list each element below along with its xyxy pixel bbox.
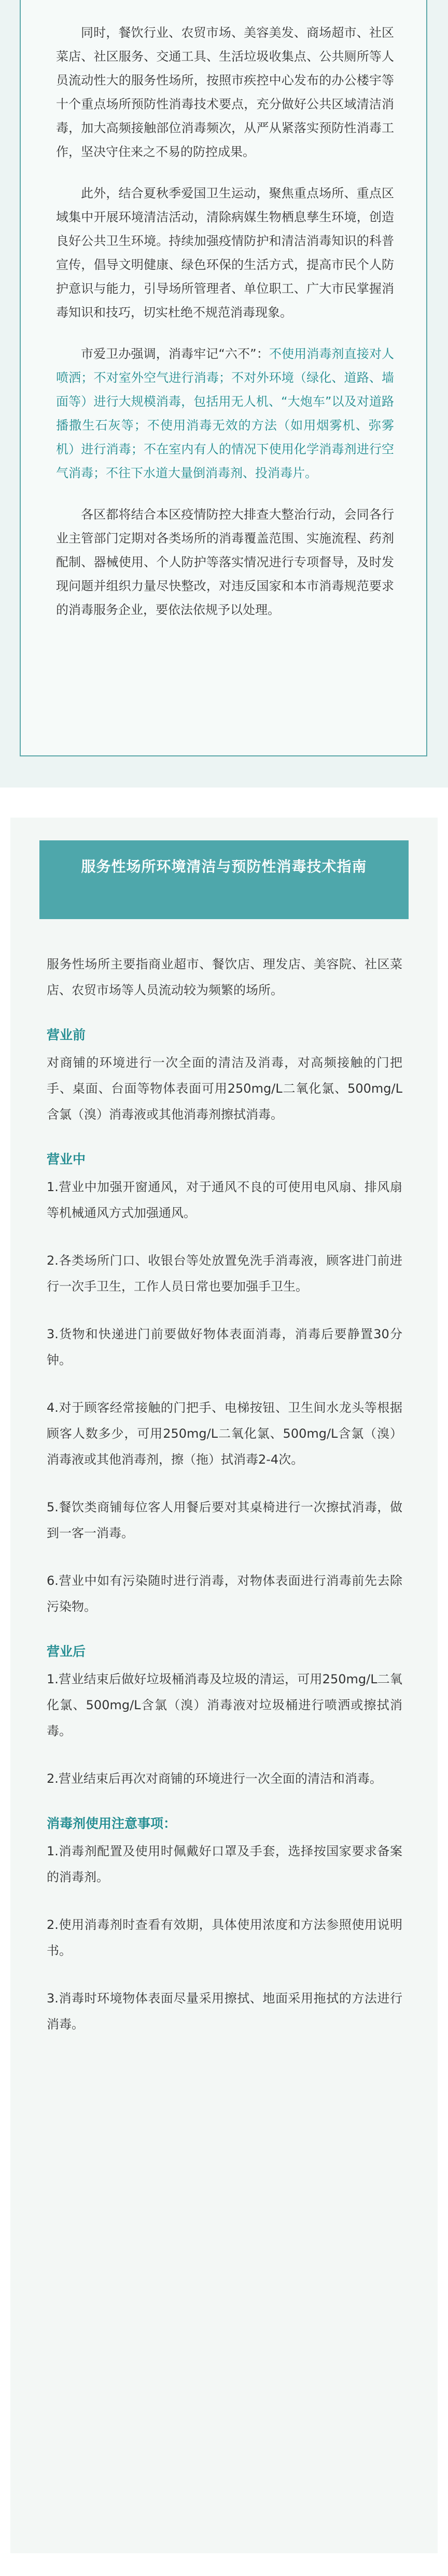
paragraph-text: 各区都将结合本区疫情防控大排查大整治行动，会同各行业主管部门定期对各类场所的消毒覆盖范围、实施流程、药剂配制、器械使用、个人防护等落实情况进行专项督导，及时发现问题并组织力量尽快整改，对违反国家和本市消毒规范要求的消毒服务企业，要依法依规予以处理。 <box>56 507 394 617</box>
paragraph-text: 同时，餐饮行业、农贸市场、美容美发、商场超市、社区菜店、社区服务、交通工具、生活垃圾收集点、公共厕所等人员流动性大的服务性场所，按照市疾控中心发布的办公楼宇等十个重点场所预防性消毒技术要点，充分做好公共区域清洁消毒，加大高频接触部位消毒频次，从严从紧落实预防性消毒工作，坚决守住来之不易的防控成果。 <box>56 25 394 159</box>
during-business-heading: 营业中 <box>47 1152 86 1167</box>
news-section <box>0 0 448 788</box>
paragraph-text: 市爱卫办强调，消毒牢记“六不”： <box>81 347 269 361</box>
during-business-block <box>47 1149 402 1620</box>
after-business-item: 2.营业结束后再次对商铺的环境进行一次全面的清洁和消毒。 <box>47 1771 382 1786</box>
six-dont-rules-highlight: 不使用消毒剂直接对人喷洒；不对室外空气进行消毒；不对外环境（绿化、道路、墙面等）进行大规模消毒，包括用无人机、“大炮车”以及对道路播撒生石灰等；不使用消毒无效的方法（如用烟雾机、弥雾机）进行消毒；不在室内有人的情况下使用化学消毒剂进行空气消毒；不往下水道大量倒消毒剂、投消毒片。 <box>56 347 394 480</box>
before-business-block <box>47 1025 402 1127</box>
guide-intro: 服务性场所主要指商业超市、餐饮店、理发店、美容院、社区菜店、农贸市场等人员流动较为频繁的场所。 <box>47 957 402 997</box>
guide-title: 服务性场所环境清洁与预防性消毒技术指南 <box>81 858 367 875</box>
before-business-item: 对商铺的环境进行一次全面的清洁及消毒，对高频接触的门把手、桌面、台面等物体表面可用250mg/L二氧化氯、500mg/L含氯（溴）消毒液或其他消毒剂擦拭消毒。 <box>47 1055 402 1122</box>
guide-section <box>10 818 438 2553</box>
during-business-item: 1.营业中加强开窗通风，对于通风不良的可使用电风扇、排风扇等机械通风方式加强通风。 <box>47 1180 402 1220</box>
during-business-item: 2.各类场所门口、收银台等处放置免洗手消毒液，顾客进门前进行一次手卫生，工作人员日常也要加强手卫生。 <box>47 1253 402 1294</box>
after-business-item: 1.营业结束后做好垃圾桶消毒及垃圾的清运，可用250mg/L二氧化氯、500mg/L含氯（溴）消毒液对垃圾桶进行喷洒或擦拭消毒。 <box>47 1672 402 1738</box>
after-business-heading: 营业后 <box>47 1644 86 1659</box>
news-box <box>20 0 427 756</box>
during-business-item: 4.对于顾客经常接触的门把手、电梯按钮、卫生间水龙头等根据顾客人数多少，可用250mg/L二氧化氯、500mg/L含氯（溴）消毒液或其他消毒剂，擦（拖）拭消毒2-4次。 <box>47 1400 402 1467</box>
disinfectant-notes-heading: 消毒剂使用注意事项： <box>47 1816 177 1831</box>
disinfectant-notes-block <box>47 1813 402 2037</box>
news-paragraph-2 <box>56 181 394 324</box>
after-business-block <box>47 1641 402 1792</box>
disinfectant-note-item: 1.消毒剂配置及使用时佩戴好口罩及手套，选择按国家要求备案的消毒剂。 <box>47 1844 402 1884</box>
guide-title-banner <box>39 840 409 919</box>
disinfectant-note-item: 3.消毒时环境物体表面尽量采用擦拭、地面采用拖拭的方法进行消毒。 <box>47 1991 402 2031</box>
news-paragraph-1 <box>56 21 394 164</box>
during-business-item: 6.营业中如有污染随时进行消毒，对物体表面进行消毒前先去除污染物。 <box>47 1573 402 1614</box>
paragraph-text: 此外，结合夏秋季爱国卫生运动，聚焦重点场所、重点区域集中开展环境清洁活动，清除病媒生物栖息孳生环境，创造良好公共卫生环境。持续加强疫情防护和清洁消毒知识的科普宣传，倡导文明健康、绿色环保的生活方式，提高市民个人防护意识与能力，引导场所管理者、单位职工、广大市民掌握消毒知识和技巧，切实杜绝不规范消毒现象。 <box>56 186 394 320</box>
disinfectant-note-item: 2.使用消毒剂时查看有效期，具体使用浓度和方法参照使用说明书。 <box>47 1917 402 1958</box>
before-business-heading: 营业前 <box>47 1027 86 1042</box>
section-divider <box>0 788 448 818</box>
news-paragraph-3 <box>56 342 394 485</box>
news-paragraph-4 <box>56 503 394 622</box>
guide-body <box>10 919 438 2037</box>
during-business-item: 5.餐饮类商铺每位客人用餐后要对其桌椅进行一次擦拭消毒，做到一客一消毒。 <box>47 1500 402 1540</box>
during-business-item: 3.货物和快递进门前要做好物体表面消毒，消毒后要静置30分钟。 <box>47 1327 402 1367</box>
